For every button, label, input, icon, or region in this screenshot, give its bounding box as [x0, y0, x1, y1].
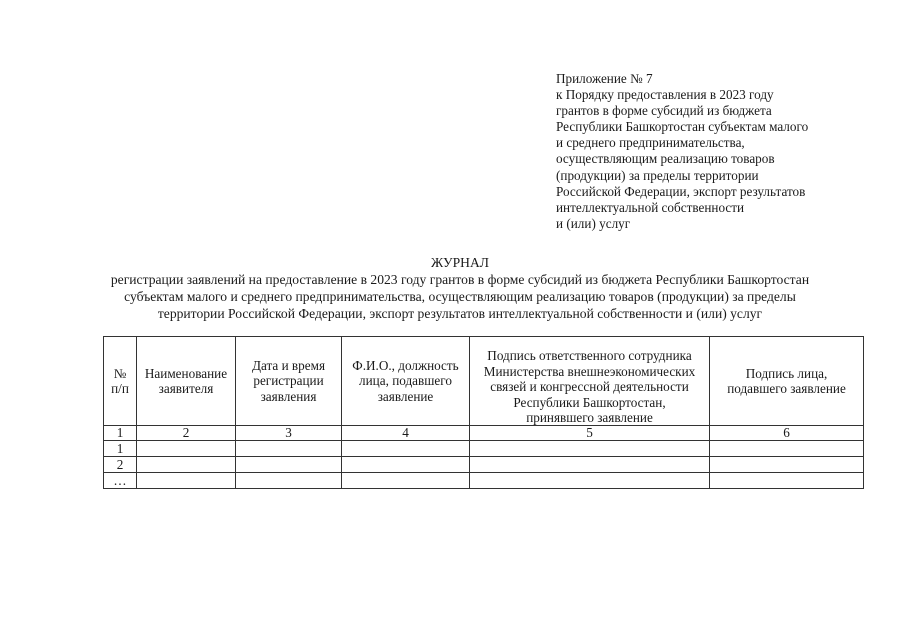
appendix-line: Российской Федерации, экспорт результатов: [556, 183, 806, 199]
header-submitter-fio: Ф.И.О., должность лица, подавшего заявление: [342, 337, 470, 426]
table-cell: [470, 441, 710, 457]
title-line: регистрации заявлений на предоставление в 2023 году грантов в форме субсидий из бюджета Республики Башкортостан: [110, 272, 810, 287]
appendix-line: Приложение № 7: [556, 71, 653, 86]
appendix-line: (продукции) за пределы территории: [556, 167, 759, 183]
table-header-row: [104, 337, 864, 426]
table-row: [104, 441, 864, 457]
table-cell: [710, 441, 864, 457]
row-number: …: [104, 473, 137, 489]
column-number: 1: [104, 426, 137, 441]
row-number: 1: [104, 441, 137, 457]
appendix-line: Республики Башкортостан субъектам малого: [556, 119, 809, 135]
header-ministry-signature: Подпись ответственного сотрудника Министерства внешнеэкономических связей и конгрессной деятельности Республики Башкортостан, принявшего заявление: [470, 337, 710, 426]
table-row: [104, 457, 864, 473]
table-cell: [470, 457, 710, 473]
table-cell: [137, 473, 236, 489]
appendix-line: грантов в форме субсидий из бюджета: [556, 103, 772, 119]
table-cell: [470, 473, 710, 489]
table-cell: [137, 441, 236, 457]
appendix-line: к Порядку предоставления в 2023 году: [556, 87, 774, 103]
table-cell: [342, 473, 470, 489]
column-number-row: [104, 426, 864, 441]
column-number: 4: [342, 426, 470, 441]
appendix-line: и (или) услуг: [556, 215, 631, 231]
header-submitter-signature: Подпись лица, подавшего заявление: [710, 337, 864, 426]
title-heading: ЖУРНАЛ: [430, 255, 490, 270]
appendix-line: и среднего предпринимательства,: [556, 135, 745, 151]
header-applicant-name: Наименование заявителя: [137, 337, 236, 426]
row-number: 2: [104, 457, 137, 473]
header-number: № п/п: [104, 337, 137, 426]
table-cell: [236, 473, 342, 489]
appendix-note: [556, 71, 856, 232]
header-registration-datetime: Дата и время регистрации заявления: [236, 337, 342, 426]
appendix-line: осуществляющим реализацию товаров: [556, 151, 775, 167]
column-number: 5: [470, 426, 710, 441]
table-cell: [137, 457, 236, 473]
column-number: 6: [710, 426, 864, 441]
title-line: субъектам малого и среднего предпринимательства, осуществляющим реализацию товаров (продукции) за пределы: [124, 289, 796, 304]
table-cell: [342, 441, 470, 457]
column-number: 2: [137, 426, 236, 441]
column-number: 3: [236, 426, 342, 441]
document-title: [60, 254, 860, 322]
table-cell: [342, 457, 470, 473]
table-row: [104, 473, 864, 489]
table-cell: [710, 457, 864, 473]
title-line: территории Российской Федерации, экспорт результатов интеллектуальной собственности и (или) услуг: [157, 306, 763, 321]
appendix-line: интеллектуальной собственности: [556, 199, 745, 215]
registration-journal-table: [103, 336, 864, 489]
table-cell: [236, 441, 342, 457]
table-cell: [236, 457, 342, 473]
table-cell: [710, 473, 864, 489]
